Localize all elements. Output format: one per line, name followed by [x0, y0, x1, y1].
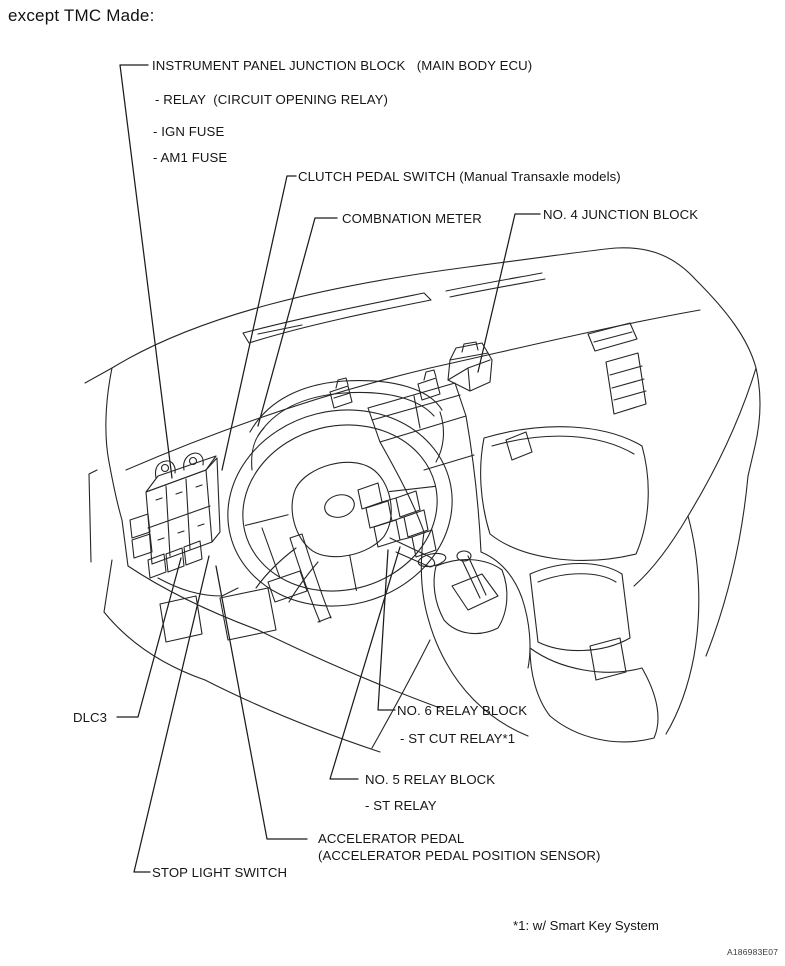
cluster-connector-right: [418, 370, 440, 400]
callout-no6-relay-block: NO. 6 RELAY BLOCK: [397, 703, 528, 718]
callout-combination-meter: COMBNATION METER: [342, 211, 482, 226]
glove-box: [481, 427, 649, 561]
callout-accelerator-pedal-line2: (ACCELERATOR PEDAL POSITION SENSOR): [318, 848, 601, 863]
accelerator-pedal-part: [290, 534, 331, 622]
armrest-and-seat: [530, 516, 699, 742]
callout-stop-light-switch: STOP LIGHT SWITCH: [152, 865, 288, 880]
callout-ipjb-relay: - RELAY (CIRCUIT OPENING RELAY): [155, 92, 389, 107]
figure-code: A186983E07: [727, 947, 779, 957]
steering-emblem: [322, 492, 356, 521]
dashboard-silhouette: [85, 248, 760, 656]
callout-no5-relay-block: NO. 5 RELAY BLOCK: [365, 772, 496, 787]
leader-dlc3: [117, 558, 181, 717]
steering-column: [256, 538, 435, 602]
callout-st-cut-relay: - ST CUT RELAY*1: [400, 731, 516, 746]
instrument-cluster: [250, 370, 443, 470]
callout-st-relay: - ST RELAY: [365, 798, 437, 813]
defroster-vent: [243, 273, 545, 343]
callout-no4-junction-block: NO. 4 JUNCTION BLOCK: [543, 207, 699, 222]
passenger-side-vents: [588, 323, 646, 414]
leader-no5-relay-block: [330, 547, 400, 779]
callout-ipjb-ign-fuse: - IGN FUSE: [153, 124, 225, 139]
callout-dlc3: DLC3: [73, 710, 108, 725]
leader-no4-junction-block: [478, 214, 540, 372]
callout-clutch-pedal-switch: CLUTCH PEDAL SWITCH (Manual Transaxle models): [298, 169, 621, 184]
page-title: except TMC Made:: [8, 6, 155, 25]
footnote-smart-key: *1: w/ Smart Key System: [513, 918, 659, 933]
floor-lines: [104, 560, 440, 752]
callout-accelerator-pedal-line1: ACCELERATOR PEDAL: [318, 831, 465, 846]
callout-instrument-panel-junction-block: INSTRUMENT PANEL JUNCTION BLOCK (MAIN BODY ECU): [152, 58, 533, 73]
instrument-panel-junction-block-part: [130, 453, 238, 596]
no4-junction-block-part: [448, 342, 492, 391]
relay-blocks-part: [358, 483, 436, 557]
leader-stop-light-switch: [134, 556, 209, 872]
callout-ipjb-am1-fuse: - AM1 FUSE: [153, 150, 228, 165]
shift-boot: [452, 574, 498, 610]
leader-accelerator-pedal: [216, 566, 307, 839]
